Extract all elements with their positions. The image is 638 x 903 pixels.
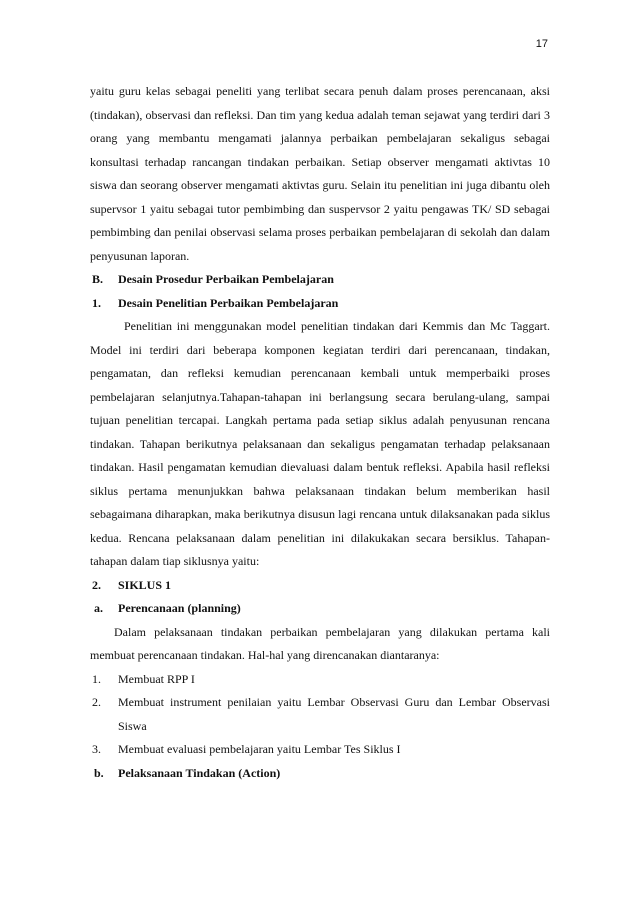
paragraph-design: Penelitian ini menggunakan model penelitian tindakan dari Kemmis dan Mc Taggart. Model ini terdiri dari beberapa komponen kegiatan terdiri dari perencanaan, tindakan, pengamatan, dan refleksi kemudian perencanaan kembali untuk memperbaiki proses pembelajaran selanjutnya.Tahapan-tahapan ini berlangsung secara berulang-ulang, sampai tujuan penelitian tercapai. Langkah pertama pada setiap siklus adalah penyusunan rencana tindakan. Tahapan berikutnya pelaksanaan dan sekaligus pengamatan terhadap pelaksanaan tindakan. Hasil pengamatan kemudian dievaluasi dalam bentuk refleksi. Apabila hasil refleksi siklus pertama menunjukkan bahwa pelaksanaan tindakan belum memberikan hasil sebagaimana diharapkan, maka berikutnya disusun lagi rencana untuk dilaksanakan pada siklus kedua. Rencana pelaksanaan dalam penelitian ini dilakukakan secara bersiklus. Tahapan-tahapan dalam tiap siklusnya yaitu: [90,319,550,568]
heading-2-number: 2. [92,577,101,592]
heading-1-text: Desain Penelitian Perbaikan Pembelajaran [118,295,339,310]
list-item [90,738,550,762]
heading-a-number: a. [94,601,103,615]
planning-list [90,668,550,762]
heading-b-action [90,762,550,786]
heading-2 [90,574,550,598]
heading-b-action-number: b. [94,765,104,780]
list-item [90,668,550,692]
page-number: 17 [535,38,548,50]
heading-b [90,268,550,292]
heading-b-action-text: Pelaksanaan Tindakan (Action) [118,765,281,780]
heading-a-text: Perencanaan (planning) [118,601,241,615]
list-item-number: 2. [92,695,101,709]
heading-2-text: SIKLUS 1 [118,577,172,592]
list-item-text: Membuat evaluasi pembelajaran yaitu Lembar Tes Siklus I [118,742,401,756]
heading-b-text: Desain Prosedur Perbaikan Pembelajaran [118,272,334,286]
document-body [90,80,550,785]
list-item-number: 3. [92,742,101,756]
paragraph-planning: Dalam pelaksanaan tindakan perbaikan pembelajaran yang dilakukan pertama kali membuat perencanaan tindakan. Hal-hal yang direncanakan diantaranya: [90,624,550,662]
list-item-text: Membuat instrument penilaian yaitu Lembar Observasi Guru dan Lembar Observasi Siswa [118,695,550,733]
heading-1 [90,292,550,316]
heading-b-number: B. [92,272,104,286]
list-item-number: 1. [92,671,101,686]
heading-a [90,597,550,621]
paragraph-intro: yaitu guru kelas sebagai peneliti yang terlibat secara penuh dalam proses perencanaan, aksi (tindakan), observasi dan refleksi. Dan tim yang kedua adalah teman sejawat yang terdiri dari 3 orang yang membantu mengamati jalannya perbaikan pembelajaran sekaligus sebagai konsultasi terhadap rancangan tindakan perbaikan. Setiap observer mengamati aktivtas 10 siswa dan seorang observer mengamati aktivtas guru. Selain itu penelitian ini juga dibantu oleh supervsor 1 yaitu sebagai tutor pembimbing dan suspervsor 2 yaitu pengawas TK/ SD sebagai pembimbing dan penilai observasi selama proses perbaikan pembelajaran di sekolah dan dalam penyusunan laporan. [90,84,550,263]
list-item [90,691,550,738]
list-item-text: Membuat RPP I [118,671,195,686]
heading-1-number: 1. [92,295,101,310]
